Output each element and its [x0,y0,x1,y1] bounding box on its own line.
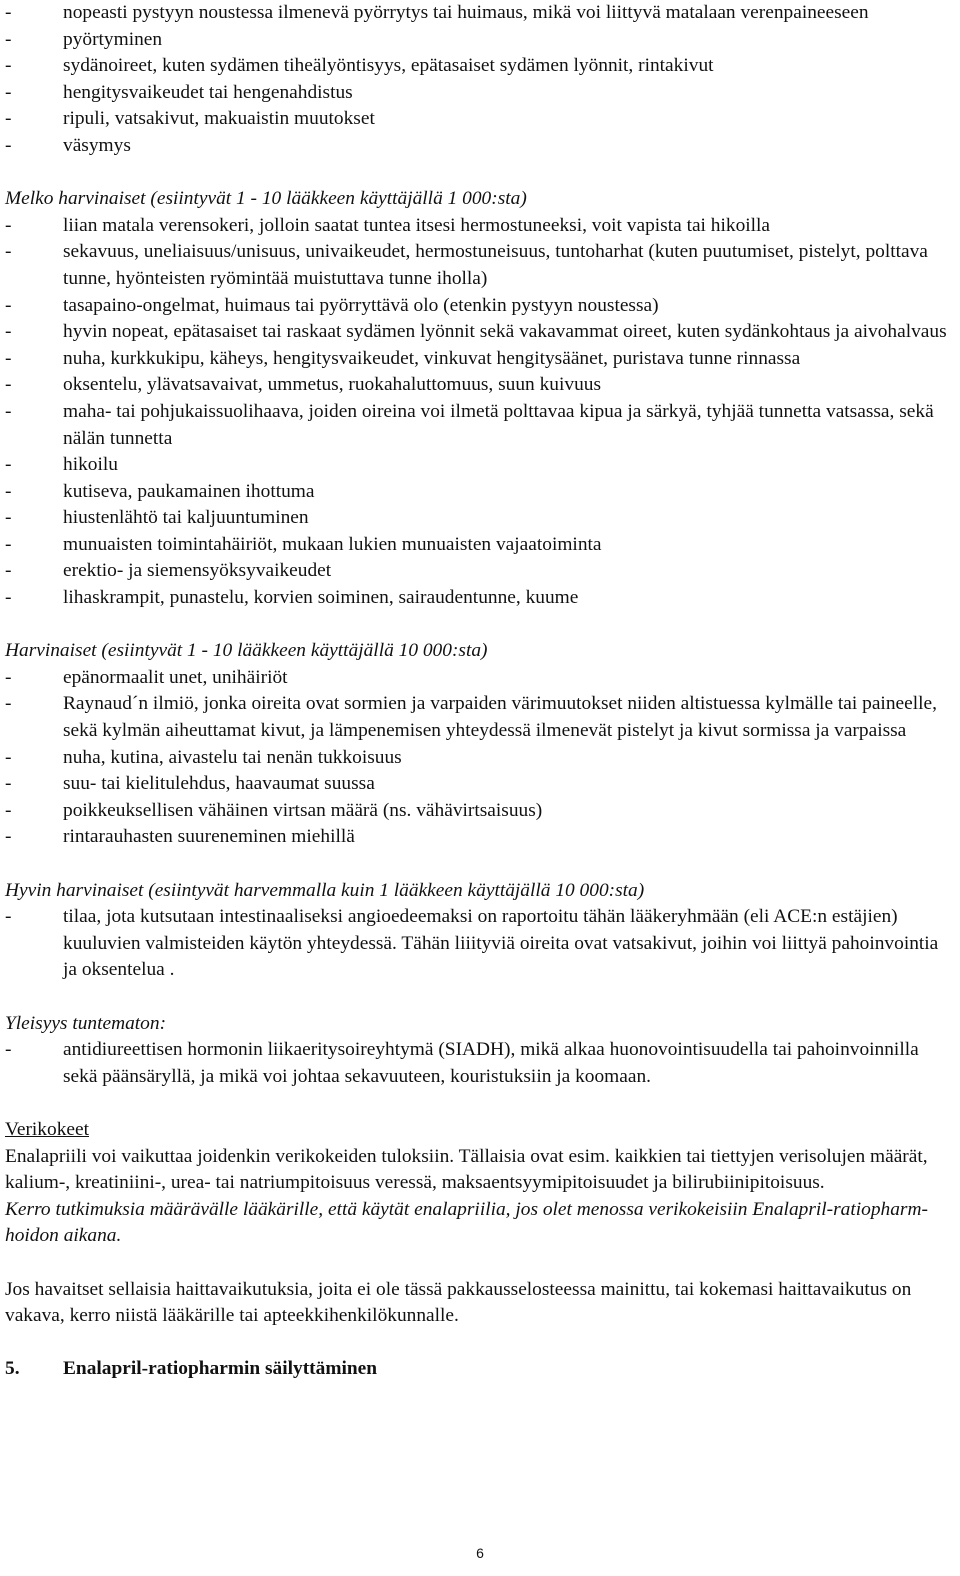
list-item: - hyvin nopeat, epätasaiset tai raskaat sydämen lyönnit sekä vakavammat oireet, kuten sydänkohtaus ja aivohalvaus [5,319,955,346]
blood-tests-note: Kerro tutkimuksia määrävälle lääkärille, että käytät enalapriilia, jos olet menossa verikokeisiin Enalapril-ratiopharm-hoidon aikana. [5,1198,928,1247]
page-number: 6 [476,1545,484,1561]
list-item: - antidiureettisen hormonin liikaeritysoireyhtymä (SIADH), mikä alkaa huonovointisuudella tai pahoinvoinnilla sekä päänsäryllä, ja mikä voi johtaa sekavuuteen, kouristuksiin ja koomaan. [5,1037,955,1090]
list-item: - munuaisten toimintahäiriöt, mukaan lukien munuaisten vajaatoiminta [5,532,955,559]
blood-tests-heading: Verikokeet [5,1118,89,1140]
section-title-text: Enalapril-ratiopharmin säilyttäminen [63,1358,378,1380]
uncommon-list [5,213,955,612]
list-item: - rintarauhasten suureneminen miehillä [5,824,955,851]
list-item: - hiustenlähtö tai kaljuuntuminen [5,505,955,532]
report-side-effects-text: Jos havaitset sellaisia haittavaikutuksia, joita ei ole tässä pakkausselosteessa mainittu, tai kokemasi haittavaikutus on vakava, kerro niistä lääkärille tai apteekkihenkilökunnalle. [5,1278,912,1327]
list-item: - ripuli, vatsakivut, makuaistin muutokset [5,106,955,133]
list-item: - sekavuus, uneliaisuus/unisuus, univaikeudet, hermostuneisuus, tuntoharhat (kuten puutumiset, pistelyt, polttava tunne, hyönteisten ryömintää muistuttava tunne iholla) [5,239,955,292]
list-item: - suu- tai kielitulehdus, haavaumat suussa [5,771,955,798]
list-item: - väsymys [5,133,955,160]
very-rare-list [5,904,955,984]
document-page [5,0,955,1383]
list-item: - sydänoireet, kuten sydämen tiheälyöntisyys, epätasaiset sydämen lyönnit, rintakivut [5,53,955,80]
list-item: - liian matala verensokeri, jolloin saatat tuntea itsesi hermostuneeksi, voit vapista tai hikoilla [5,213,955,240]
rare-heading: Harvinaiset (esiintyvät 1 - 10 lääkkeen käyttäjällä 10 000:sta) [5,640,488,662]
unknown-frequency-heading: Yleisyys tuntematon: [5,1012,167,1034]
list-item: - lihaskrampit, punastelu, korvien soiminen, sairaudentunne, kuume [5,585,955,612]
list-item: - Raynaud´n ilmiö, jonka oireita ovat sormien ja varpaiden värimuutokset niiden altistuessa kylmälle tai paineelle, sekä kylmän aiheuttamat kivut, ja lämpenemisen yhteydessä ilmenevät pistelyt ja kivut sormissa ja varpaissa [5,691,955,744]
list-item: - nopeasti pystyyn noustessa ilmenevä pyörrytys tai huimaus, mikä voi liittyvä matalaan verenpaineeseen [5,0,955,27]
list-item: - tilaa, jota kutsutaan intestinaaliseksi angioedeemaksi on raportoitu tähän lääkeryhmään (eli ACE:n estäjien) kuuluvien valmisteiden käytön yhteydessä. Tähän liiityviä oireita ovat vatsakivut, joihin voi liittyä pahoinvointia ja oksentelua . [5,904,955,984]
section-number: 5. [5,1358,20,1380]
list-item: - kutiseva, paukamainen ihottuma [5,479,955,506]
section-5-title [5,1356,955,1383]
blood-tests-text: Enalapriili voi vaikuttaa joidenkin verikokeiden tuloksiin. Tällaisia ovat esim. kaikkien tai tiettyjen verisolujen määrät, kalium-, kreatiniini-, urea- tai natriumpitoisuus veressä, maksaentsyymipitoisuudet ja bilirubiinipitoisuus. [5,1145,928,1194]
rare-list [5,665,955,851]
list-item: - epänormaalit unet, unihäiriöt [5,665,955,692]
list-item: - tasapaino-ongelmat, huimaus tai pyörryttävä olo (etenkin pystyyn noustessa) [5,293,955,320]
uncommon-heading: Melko harvinaiset (esiintyvät 1 - 10 lääkkeen käyttäjällä 1 000:sta) [5,188,527,210]
list-item: - erektio- ja siemensyöksyvaikeudet [5,558,955,585]
list-item: - maha- tai pohjukaissuolihaava, joiden oireina voi ilmetä polttavaa kipua ja särkyä, tyhjää tunnetta vatsassa, sekä nälän tunnetta [5,399,955,452]
list-item: - pyörtyminen [5,27,955,54]
list-item: - hengitysvaikeudet tai hengenahdistus [5,80,955,107]
list-item: - poikkeuksellisen vähäinen virtsan määrä (ns. vähävirtsaisuus) [5,798,955,825]
list-item: - hikoilu [5,452,955,479]
very-rare-heading: Hyvin harvinaiset (esiintyvät harvemmalla kuin 1 lääkkeen käyttäjällä 10 000:sta) [5,879,645,901]
side-effect-list-top [5,0,955,160]
list-item: - nuha, kutina, aivastelu tai nenän tukkoisuus [5,745,955,772]
list-item: - nuha, kurkkukipu, käheys, hengitysvaikeudet, vinkuvat hengitysäänet, puristava tunne rinnassa [5,346,955,373]
unknown-frequency-list [5,1037,955,1090]
list-item: - oksentelu, ylävatsavaivat, ummetus, ruokahaluttomuus, suun kuivuus [5,372,955,399]
